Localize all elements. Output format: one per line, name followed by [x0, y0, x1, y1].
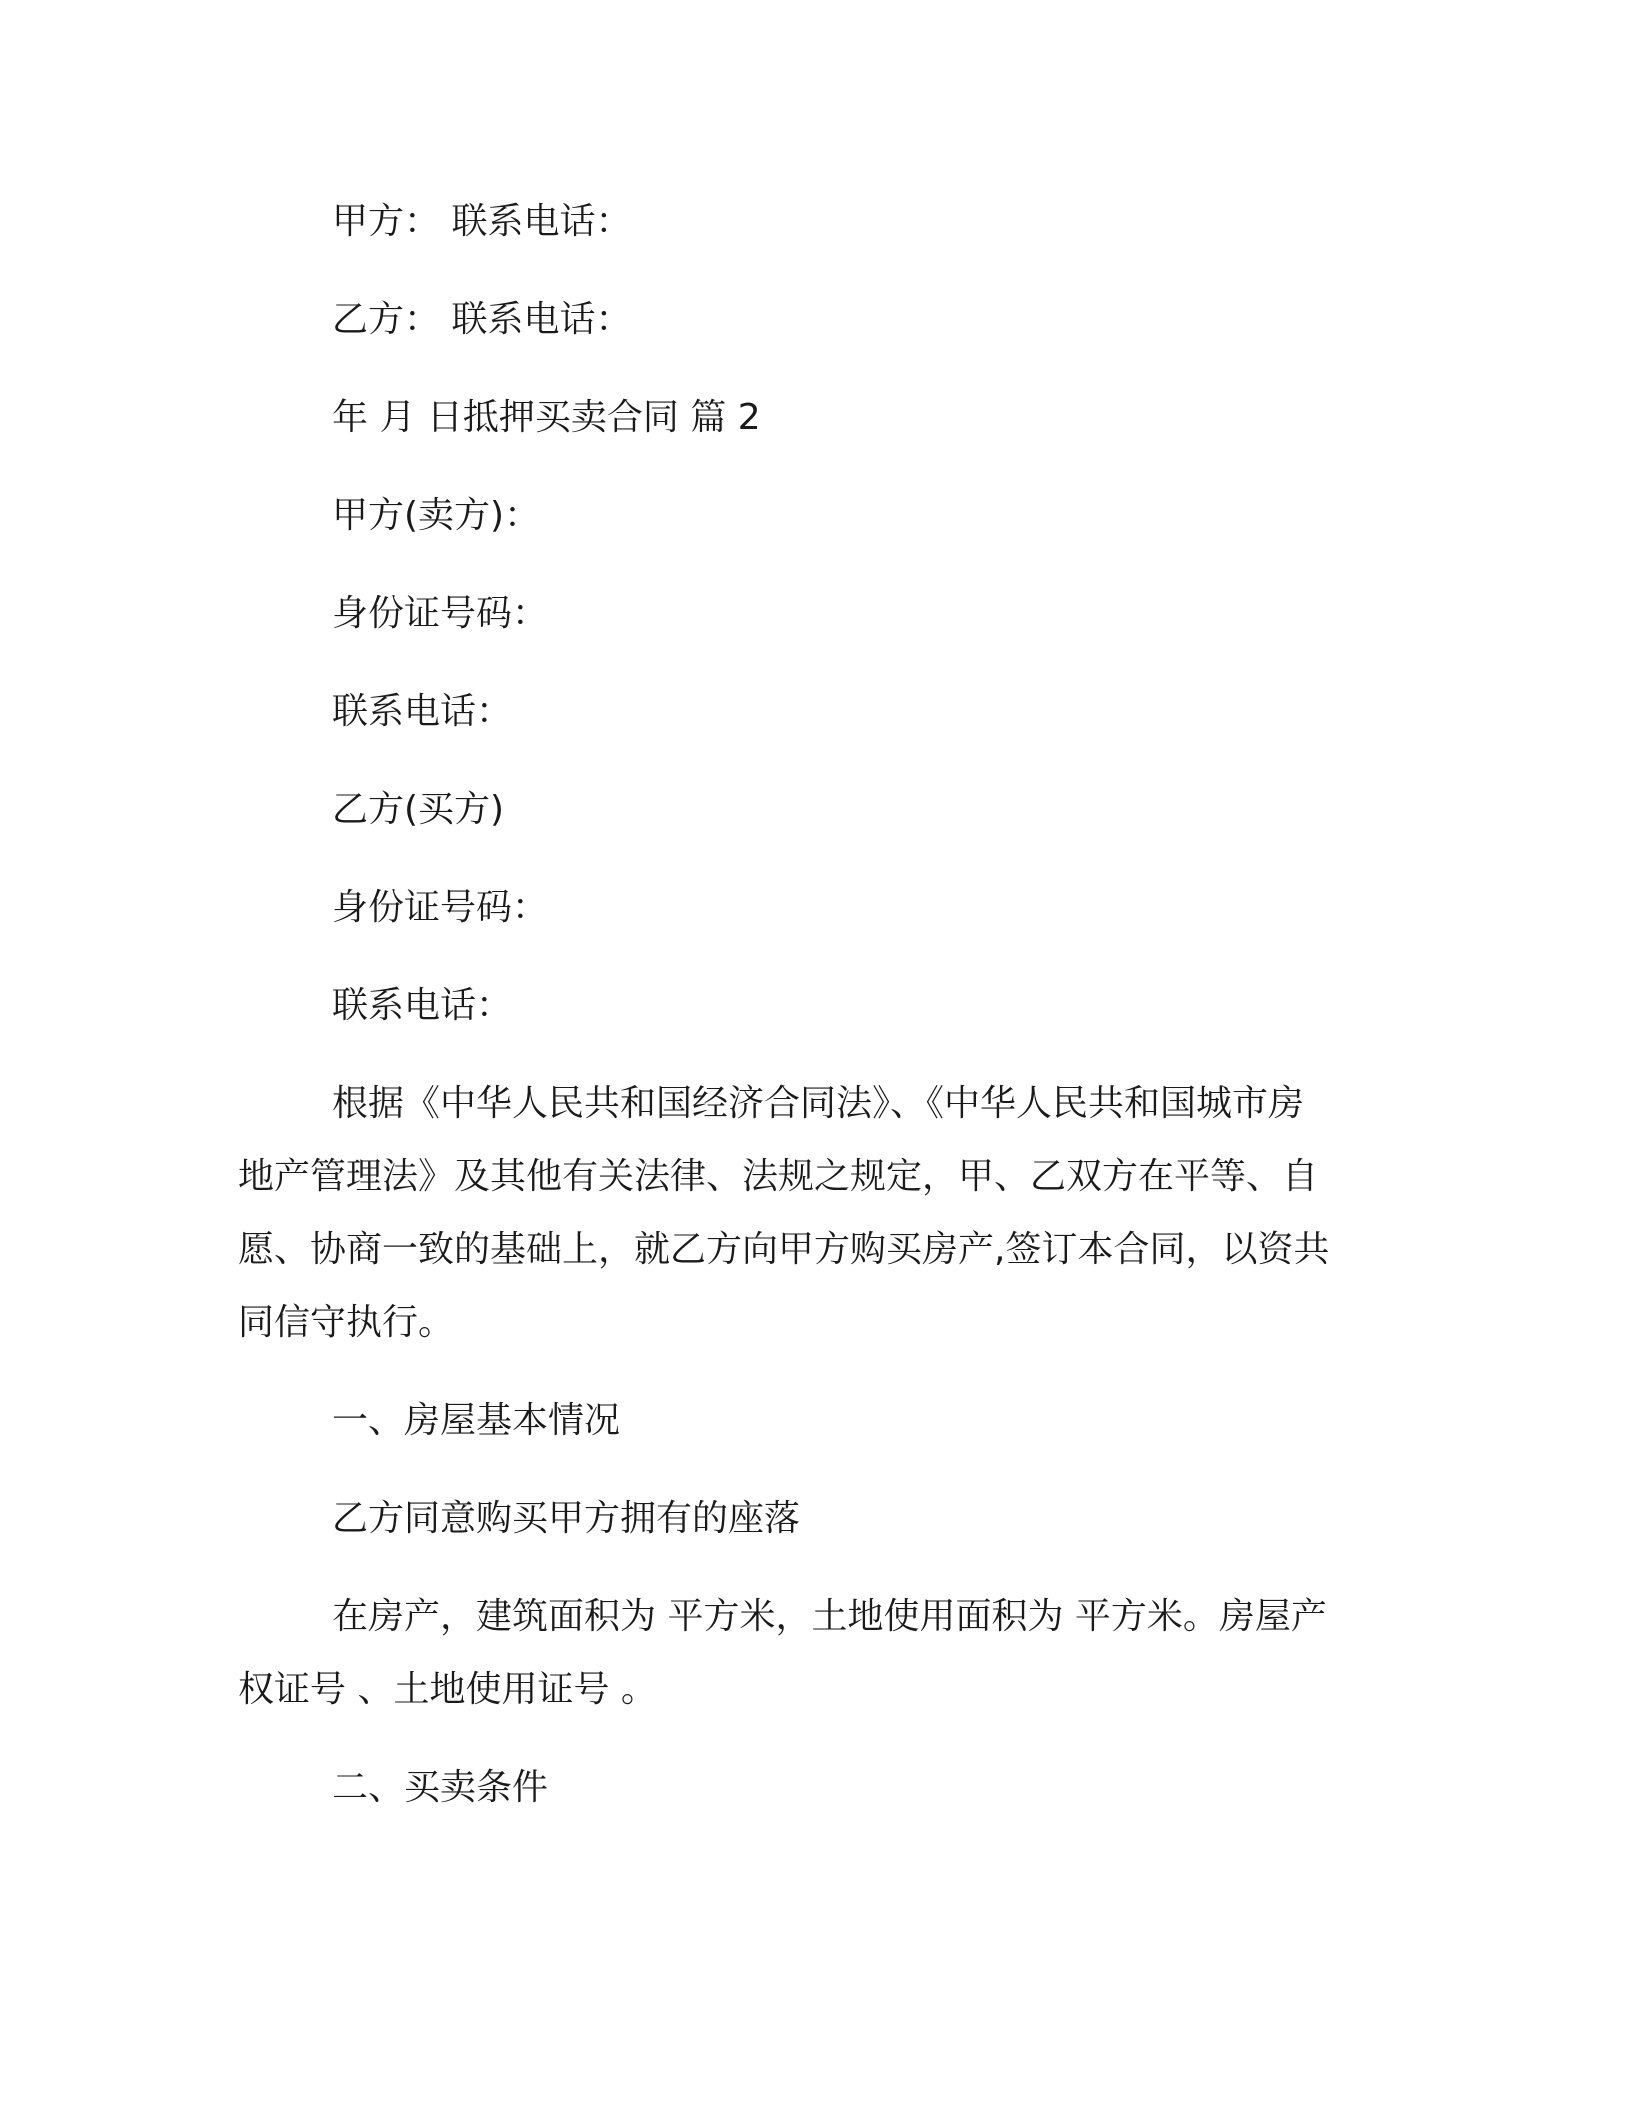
property-details-line-2: 权证号 、土地使用证号 。: [238, 1669, 657, 1710]
seller-label: 甲方(卖方)：: [332, 495, 541, 536]
buyer-phone-label: 联系电话：: [332, 985, 513, 1026]
section-heading-2: 二、买卖条件: [332, 1767, 549, 1808]
location-sentence: 乙方同意购买甲方拥有的座落: [332, 1498, 801, 1539]
party-a-contact-line: 甲方： 联系电话：: [332, 201, 632, 242]
preamble-line-2: 地产管理法》及其他有关法律、法规之规定，甲、乙双方在平等、自: [238, 1156, 1319, 1197]
buyer-id-number-label: 身份证号码：: [332, 887, 549, 928]
preamble-line-4: 同信守执行。: [238, 1302, 455, 1343]
property-details-line-1: 在房产，建筑面积为 平方米，土地使用面积为 平方米。房屋产: [332, 1596, 1327, 1637]
preamble-line-1: 根据《中华人民共和国经济合同法》、《中华人民共和国城市房: [332, 1083, 1305, 1124]
party-b-contact-line: 乙方： 联系电话：: [332, 299, 632, 340]
preamble-line-3: 愿、协商一致的基础上，就乙方向甲方购买房产,签订本合同，以资共: [238, 1229, 1330, 1270]
seller-id-number-label: 身份证号码：: [332, 593, 549, 634]
contract-title-line: 年 月 日抵押买卖合同 篇 2: [332, 397, 761, 438]
buyer-label: 乙方(买方): [332, 789, 505, 830]
seller-phone-label: 联系电话：: [332, 691, 513, 732]
section-heading-1: 一、房屋基本情况: [332, 1400, 621, 1441]
